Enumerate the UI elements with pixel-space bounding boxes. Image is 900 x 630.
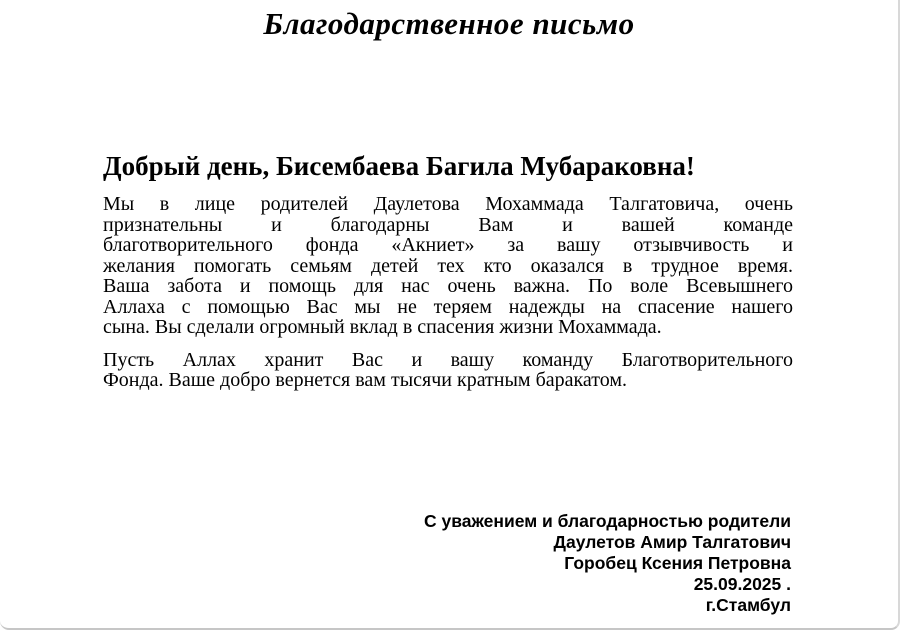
signature-line-father-name: Даулетов Амир Талгатович [553, 532, 791, 552]
greeting-line: Добрый день, Бисембаева Багила Мубараковна! [103, 151, 695, 181]
letter-body [103, 148, 793, 403]
signature-line-city: г.Стамбул [705, 595, 791, 615]
paragraph-1-line: признательны и благодарны Вам и вашей команде [103, 213, 793, 236]
paragraph-1-line: Аллаха с помощью Вас мы не теряем надежды на спасение нашего [103, 295, 793, 318]
signature-block [424, 511, 791, 616]
signature-line-mother-name: Горобец Ксения Петровна [564, 553, 791, 573]
paragraph-1 [103, 194, 793, 338]
letter-title: Благодарственное письмо [263, 6, 635, 41]
paragraph-2-line: Пусть Аллах хранит Вас и вашу команду Благотворительного [103, 348, 793, 371]
paragraph-1-line: сына. Вы сделали огромный вклад в спасения жизни Мохаммада. [103, 316, 662, 338]
paragraph-1-line: желания помогать семьям детей тех кто оказался в трудное время. [103, 254, 793, 277]
signature-line-date: 25.09.2025 . [693, 574, 791, 594]
paragraph-1-line: благотворительного фонда «Акниет» за вашу отзывчивость и [103, 234, 793, 256]
paragraph-2-line: Фонда. Ваше добро вернется вам тысячи кратным баракатом. [103, 369, 628, 391]
paragraph-1-line: Мы в лице родителей Даулетова Мохаммада Талгатовича, очень [103, 193, 793, 215]
paragraph-2 [103, 350, 793, 391]
signature-line-respect: С уважением и благодарностью родители [423, 511, 791, 531]
paragraph-1-line: Ваша забота и помощь для нас очень важна. По воле Всевышнего [103, 275, 793, 297]
